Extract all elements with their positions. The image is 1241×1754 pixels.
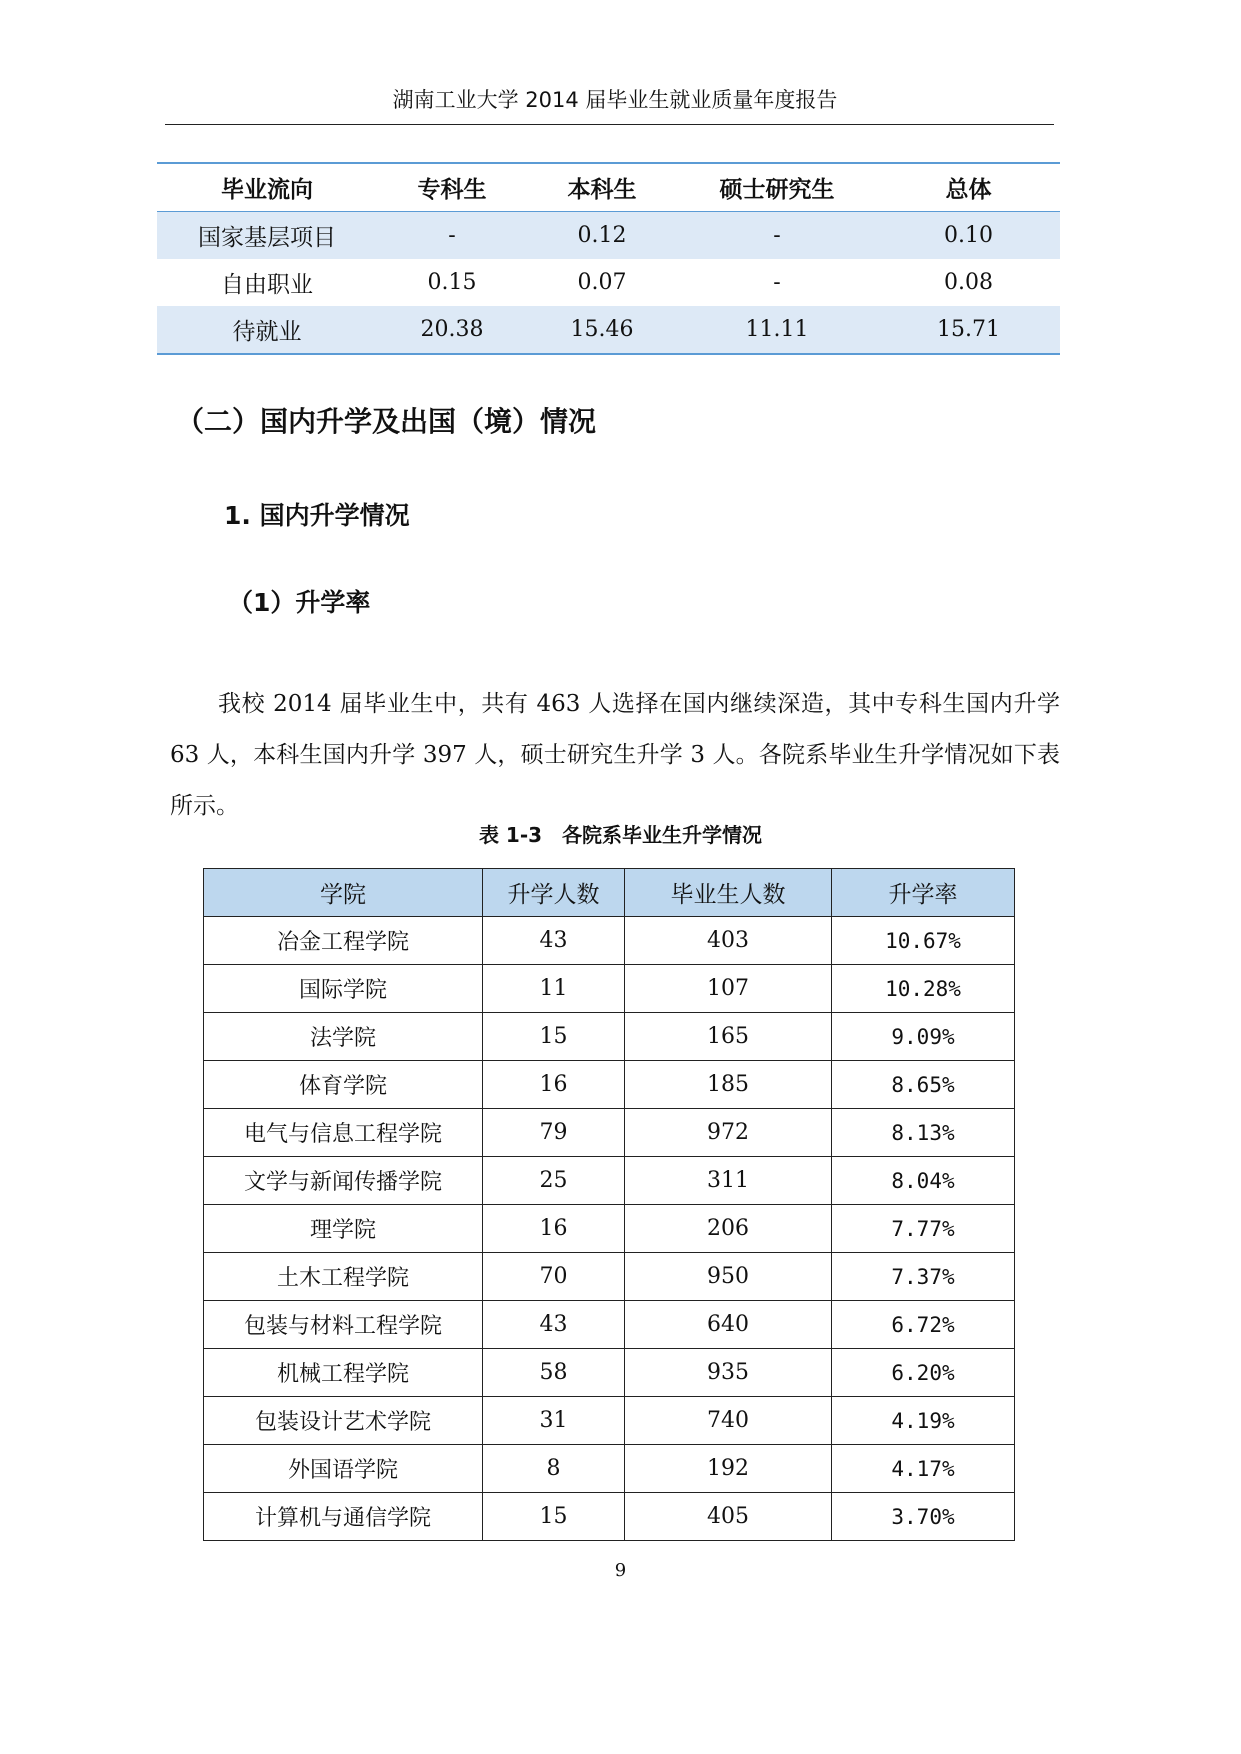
table-row [204, 917, 1015, 965]
employment-destination-table [157, 162, 1060, 355]
table-cell: 79 [483, 1109, 625, 1157]
table-row [204, 1205, 1015, 1253]
table-cell: 外国语学院 [204, 1445, 483, 1493]
table-cell: 640 [625, 1301, 832, 1349]
table-cell: 机械工程学院 [204, 1349, 483, 1397]
table-cell: 15.71 [877, 306, 1060, 354]
table-cell: 冶金工程学院 [204, 917, 483, 965]
table-cell: 58 [483, 1349, 625, 1397]
table-cell: 6.72% [832, 1301, 1015, 1349]
section-heading: （二）国内升学及出国（境）情况 [176, 405, 597, 438]
table-cell: - [773, 270, 781, 295]
column-header: 毕业生人数 [625, 869, 832, 917]
column-header: 总体 [877, 163, 1060, 212]
header-rule [165, 124, 1054, 125]
table-cell: 15 [483, 1493, 625, 1541]
table-row [204, 965, 1015, 1013]
column-header: 毕业流向 [157, 163, 377, 212]
table-cell: 31 [483, 1397, 625, 1445]
table-cell: 8.13% [832, 1109, 1015, 1157]
table-cell: 4.17% [832, 1445, 1015, 1493]
table-header-row [204, 869, 1015, 917]
table-cell: 43 [483, 1301, 625, 1349]
table-row [204, 1253, 1015, 1301]
page-header: 湖南工业大学 2014 届毕业生就业质量年度报告 [392, 88, 838, 112]
table-cell: 403 [625, 917, 832, 965]
table-cell: 0.15 [427, 270, 477, 295]
table-cell: 文学与新闻传播学院 [204, 1157, 483, 1205]
table-cell: 11 [483, 965, 625, 1013]
body-paragraph: 我校 2014 届毕业生中，共有 463 人选择在国内继续深造，其中专科生国内升学 63 人，本科生国内升学 397 人，硕士研究生升学 3 人。各院系毕业生升学情况如下表所示。 [170, 691, 1060, 819]
table-cell: 20.38 [377, 306, 527, 354]
table-cell: 8 [483, 1445, 625, 1493]
table-cell: 107 [625, 965, 832, 1013]
table-cell: 0.10 [877, 212, 1060, 260]
table-cell: 土木工程学院 [204, 1253, 483, 1301]
table-cell: 国际学院 [204, 965, 483, 1013]
column-header: 学院 [204, 869, 483, 917]
column-header: 升学率 [832, 869, 1015, 917]
column-header: 升学人数 [483, 869, 625, 917]
table-cell: 16 [483, 1205, 625, 1253]
table-cell: 43 [483, 917, 625, 965]
table-row [204, 1013, 1015, 1061]
table-cell: 311 [625, 1157, 832, 1205]
table-cell: 7.37% [832, 1253, 1015, 1301]
table-cell: 950 [625, 1253, 832, 1301]
table-cell: 法学院 [204, 1013, 483, 1061]
table-row [157, 259, 1060, 306]
table-row [204, 1349, 1015, 1397]
column-header: 本科生 [527, 163, 677, 212]
table-cell: - [677, 212, 877, 260]
table-cell: 935 [625, 1349, 832, 1397]
table-cell: 16 [483, 1061, 625, 1109]
table-cell: 405 [625, 1493, 832, 1541]
table-cell: 25 [483, 1157, 625, 1205]
table-row [204, 1445, 1015, 1493]
table-cell: 4.19% [832, 1397, 1015, 1445]
table-caption: 表 1-3 各院系毕业生升学情况 [478, 823, 763, 847]
table-cell: 待就业 [157, 306, 377, 354]
table-cell: 国家基层项目 [157, 212, 377, 260]
table-cell: 电气与信息工程学院 [204, 1109, 483, 1157]
table-cell: 7.77% [832, 1205, 1015, 1253]
subsubsection-heading: （1）升学率 [228, 588, 371, 617]
page-number: 9 [614, 1560, 627, 1581]
table-cell: 8.65% [832, 1061, 1015, 1109]
table-cell: 自由职业 [221, 272, 313, 298]
college-further-study-table [203, 868, 1015, 1541]
table-header-row [157, 163, 1060, 212]
table-row [204, 1301, 1015, 1349]
table-cell: 10.28% [832, 965, 1015, 1013]
table-cell: 0.12 [527, 212, 677, 260]
table-cell: 体育学院 [204, 1061, 483, 1109]
table-cell: 8.04% [832, 1157, 1015, 1205]
table-cell: 972 [625, 1109, 832, 1157]
table-cell: 192 [625, 1445, 832, 1493]
subsection-heading: 1. 国内升学情况 [224, 501, 410, 530]
table-cell: 0.07 [577, 270, 627, 295]
table-cell: 206 [625, 1205, 832, 1253]
table-cell: 包装与材料工程学院 [204, 1301, 483, 1349]
table-cell: 3.70% [832, 1493, 1015, 1541]
table-cell: 740 [625, 1397, 832, 1445]
table-cell: 70 [483, 1253, 625, 1301]
table-row [157, 306, 1060, 354]
table-row [204, 1397, 1015, 1445]
table-cell: 10.67% [832, 917, 1015, 965]
table-cell: 0.08 [944, 270, 993, 295]
table-cell: 6.20% [832, 1349, 1015, 1397]
table-cell: 185 [625, 1061, 832, 1109]
table-cell: 165 [625, 1013, 832, 1061]
table-cell: 包装设计艺术学院 [204, 1397, 483, 1445]
table-row [204, 1157, 1015, 1205]
table-cell: 计算机与通信学院 [204, 1493, 483, 1541]
table-row [157, 212, 1060, 260]
table-cell: 15.46 [527, 306, 677, 354]
table-cell: 9.09% [832, 1013, 1015, 1061]
table-cell: 11.11 [677, 306, 877, 354]
column-header: 硕士研究生 [677, 163, 877, 212]
table-cell: - [377, 212, 527, 260]
table-row [204, 1061, 1015, 1109]
table-cell: 15 [483, 1013, 625, 1061]
table-row [204, 1493, 1015, 1541]
table-row [204, 1109, 1015, 1157]
table-cell: 理学院 [204, 1205, 483, 1253]
column-header: 专科生 [377, 163, 527, 212]
